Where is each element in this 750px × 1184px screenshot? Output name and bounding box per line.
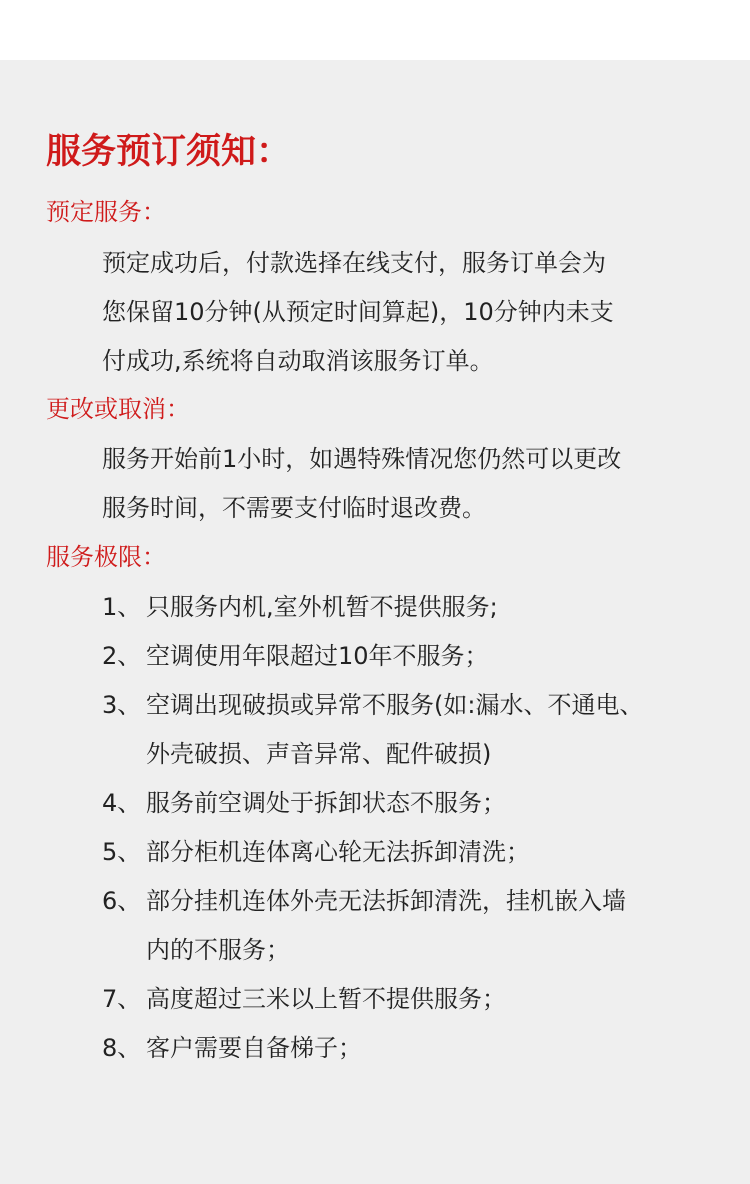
list-item-number: 7、 <box>102 985 142 1013</box>
list-item <box>102 681 722 779</box>
list-item <box>102 828 722 877</box>
list-item-text: 部分挂机连体外壳无法拆卸清洗，挂机嵌入墙 <box>146 887 626 915</box>
booking-line: 预定成功后，付款选择在线支付，服务订单会为 <box>102 249 606 277</box>
list-item-text: 只服务内机,室外机暂不提供服务; <box>146 593 498 621</box>
list-item-number: 2、 <box>102 642 142 670</box>
list-item-text: 空调出现破损或异常不服务(如:漏水、不通电、 <box>146 691 644 719</box>
booking-line: 您保留10分钟(从预定时间算起)，10分钟内未支 <box>102 298 614 326</box>
list-item-number: 3、 <box>102 691 142 719</box>
top-bar <box>0 0 750 60</box>
list-item <box>102 1024 722 1073</box>
list-item-text: 部分柜机连体离心轮无法拆卸清洗； <box>146 838 530 866</box>
change-heading: 更改或取消： <box>46 395 190 423</box>
list-item <box>102 877 722 975</box>
list-item-number: 4、 <box>102 789 142 817</box>
list-item-text: 服务前空调处于拆卸状态不服务； <box>146 789 506 817</box>
list-item-number: 1、 <box>102 593 142 621</box>
list-item-number: 6、 <box>102 887 142 915</box>
list-item <box>102 779 722 828</box>
change-paragraph <box>102 435 712 533</box>
list-item-number: 5、 <box>102 838 142 866</box>
list-item-text: 内的不服务； <box>146 936 290 964</box>
list-item <box>102 583 722 632</box>
notice-title: 服务预订须知： <box>46 132 292 172</box>
list-item-text: 外壳破损、声音异常、配件破损) <box>146 740 492 768</box>
booking-line: 付成功,系统将自动取消该服务订单。 <box>102 347 494 375</box>
limits-heading: 服务极限： <box>46 543 166 571</box>
list-item-text: 空调使用年限超过10年不服务； <box>146 642 489 670</box>
change-line: 服务开始前1小时，如遇特殊情况您仍然可以更改 <box>102 445 622 473</box>
list-item-text: 客户需要自备梯子； <box>146 1034 362 1062</box>
change-line: 服务时间，不需要支付临时退改费。 <box>102 494 486 522</box>
list-item <box>102 975 722 1024</box>
booking-heading: 预定服务： <box>46 198 166 226</box>
list-item-number: 8、 <box>102 1034 142 1062</box>
list-item-text: 高度超过三米以上暂不提供服务； <box>146 985 506 1013</box>
list-item <box>102 632 722 681</box>
booking-paragraph <box>102 239 712 386</box>
